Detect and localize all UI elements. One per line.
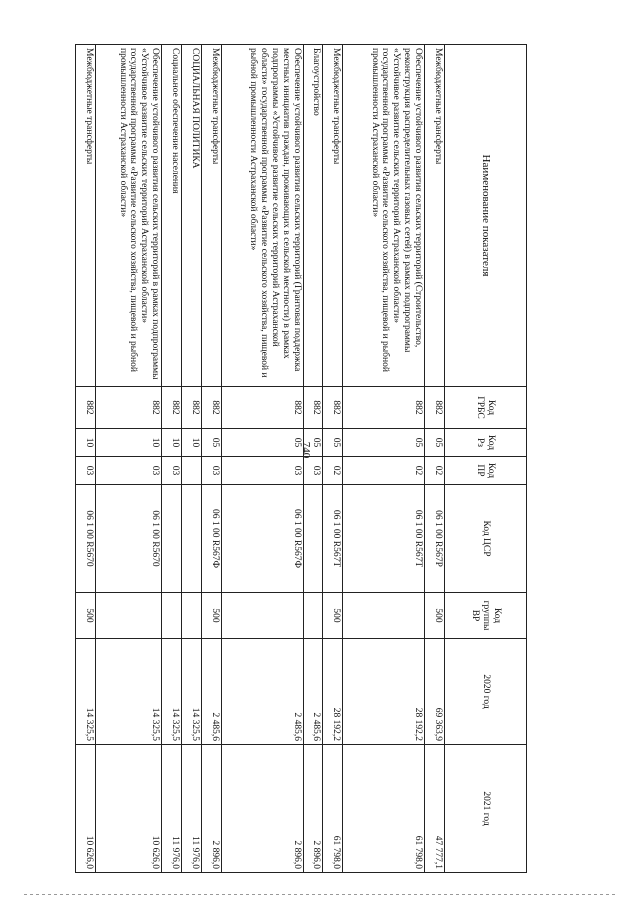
- cell-2020: 2 485,6: [221, 639, 303, 745]
- header-vr: Код группы ВР: [445, 593, 527, 639]
- cell-2021: 2 896,0: [201, 745, 221, 873]
- cell-2020: 14 325,5: [95, 639, 161, 745]
- cell-2021: 11 976,0: [182, 745, 202, 873]
- table-row: [162, 45, 182, 873]
- cell-rz: 05: [221, 429, 303, 457]
- cell-vr: [343, 593, 425, 639]
- cell-csr: 06 1 00 R567Т: [323, 485, 343, 593]
- cell-pr: 02: [323, 457, 343, 485]
- header-name: Наименование показателя: [445, 45, 527, 387]
- cell-2021: 10 626,0: [76, 745, 96, 873]
- cell-pr: 03: [95, 457, 161, 485]
- cell-rz: 05: [425, 429, 445, 457]
- cell-2020: 2 485,6: [303, 639, 323, 745]
- cell-vr: [303, 593, 323, 639]
- cell-grbs: 882: [76, 387, 96, 429]
- cell-2021: 2 896,0: [303, 745, 323, 873]
- cell-vr: 500: [201, 593, 221, 639]
- cell-rz: 10: [162, 429, 182, 457]
- cell-name: Межбюджетные трансферты: [323, 45, 343, 387]
- cell-name: СОЦИАЛЬНАЯ ПОЛИТИКА: [182, 45, 202, 387]
- header-grbs: Код ГРБС: [445, 387, 527, 429]
- cell-2021: 61 798,0: [323, 745, 343, 873]
- cell-2021: 61 798,0: [343, 745, 425, 873]
- cell-grbs: 882: [201, 387, 221, 429]
- cell-2020: 14 325,5: [162, 639, 182, 745]
- table-row: [221, 45, 303, 873]
- cell-vr: [162, 593, 182, 639]
- cell-csr: 06 1 00 R5670: [76, 485, 96, 593]
- cell-vr: 500: [425, 593, 445, 639]
- cell-vr: [95, 593, 161, 639]
- table-row: [201, 45, 221, 873]
- cell-grbs: 882: [425, 387, 445, 429]
- cell-grbs: 882: [343, 387, 425, 429]
- cell-vr: [221, 593, 303, 639]
- cell-2020: 14 325,5: [76, 639, 96, 745]
- cell-csr: [162, 485, 182, 593]
- table-row: [323, 45, 343, 873]
- cell-grbs: 882: [323, 387, 343, 429]
- cell-rz: 05: [303, 429, 323, 457]
- cell-csr: 06 1 00 R567Р: [425, 485, 445, 593]
- table-body: [76, 45, 445, 873]
- table-row: [425, 45, 445, 873]
- header-2021: 2021 год: [445, 745, 527, 873]
- cell-2020: 28 192,2: [323, 639, 343, 745]
- cell-pr: 02: [425, 457, 445, 485]
- cell-name: Межбюджетные трансферты: [76, 45, 96, 387]
- cell-csr: 06 1 00 R567Ф: [201, 485, 221, 593]
- cell-2021: 2 896,0: [221, 745, 303, 873]
- cell-name: Межбюджетные трансферты: [201, 45, 221, 387]
- header-csr: Код ЦСР: [445, 485, 527, 593]
- cell-csr: 06 1 00 R567Ф: [221, 485, 303, 593]
- cell-2020: 14 325,5: [182, 639, 202, 745]
- table-row: [343, 45, 425, 873]
- cell-name: Благоустройство: [303, 45, 323, 387]
- cell-2021: 11 976,0: [162, 745, 182, 873]
- cell-pr: 03: [76, 457, 96, 485]
- header-rz: Код Рз: [445, 429, 527, 457]
- cell-vr: 500: [76, 593, 96, 639]
- cell-rz: 05: [201, 429, 221, 457]
- cell-vr: [182, 593, 202, 639]
- cell-grbs: 882: [162, 387, 182, 429]
- cell-pr: 03: [162, 457, 182, 485]
- cell-rz: 10: [95, 429, 161, 457]
- cell-grbs: 882: [95, 387, 161, 429]
- page-edge-divider: [24, 894, 615, 895]
- cell-pr: 02: [343, 457, 425, 485]
- cell-csr: [182, 485, 202, 593]
- cell-name: Межбюджетные трансферты: [425, 45, 445, 387]
- budget-table: [75, 44, 527, 873]
- cell-rz: 05: [343, 429, 425, 457]
- cell-csr: 06 1 00 R567Т: [343, 485, 425, 593]
- cell-2020: 2 485,6: [201, 639, 221, 745]
- cell-vr: 500: [323, 593, 343, 639]
- cell-name: Обеспечение устойчивого развития сельских территорий в рамках подпрограммы «Устойчивое развитие сельских территорий Астраханской области» государственной программы «Развитие сельского хозяйства, пищевой и рыбной промышленности Астраханской области»: [95, 45, 161, 387]
- cell-2020: 69 363,9: [425, 639, 445, 745]
- page-number: 740: [300, 441, 312, 459]
- cell-csr: 06 1 00 R5670: [95, 485, 161, 593]
- cell-2021: 47 777,1: [425, 745, 445, 873]
- header-pr: Код ПР: [445, 457, 527, 485]
- table-row: [95, 45, 161, 873]
- header-row: [445, 45, 527, 873]
- rotated-page-content: [75, 44, 527, 872]
- cell-name: Обеспечение устойчивого развития сельских территорий (Грантовая поддержка местных инициатив граждан, проживающих в сельской местности) в рамках подпрограммы «Устойчивое развитие сельских территорий Астраханской области» государственной программы «Развитие сельского хозяйства, пищевой и рыбной промышленности Астраханской области»: [221, 45, 303, 387]
- cell-rz: 10: [182, 429, 202, 457]
- cell-pr: 03: [201, 457, 221, 485]
- cell-name: Социальное обеспечение населения: [162, 45, 182, 387]
- cell-2021: 10 626,0: [95, 745, 161, 873]
- cell-grbs: 882: [221, 387, 303, 429]
- table-row: [182, 45, 202, 873]
- cell-csr: [303, 485, 323, 593]
- table-row: [303, 45, 323, 873]
- cell-2020: 28 192,2: [343, 639, 425, 745]
- cell-rz: 05: [323, 429, 343, 457]
- cell-name: Обеспечение устойчивого развития сельских территорий (Строительство, реконструкция распределительных газовых сетей) в рамках подпрограммы «Устойчивое развитие сельских территорий Астраханской области» государственной программы «Развитие сельского хозяйства, пищевой и рыбной промышленности Астраханской области»: [343, 45, 425, 387]
- cell-rz: 10: [76, 429, 96, 457]
- header-2020: 2020 год: [445, 639, 527, 745]
- cell-pr: 03: [221, 457, 303, 485]
- cell-pr: [182, 457, 202, 485]
- cell-grbs: 882: [182, 387, 202, 429]
- cell-grbs: 882: [303, 387, 323, 429]
- cell-pr: 03: [303, 457, 323, 485]
- table-row: [76, 45, 96, 873]
